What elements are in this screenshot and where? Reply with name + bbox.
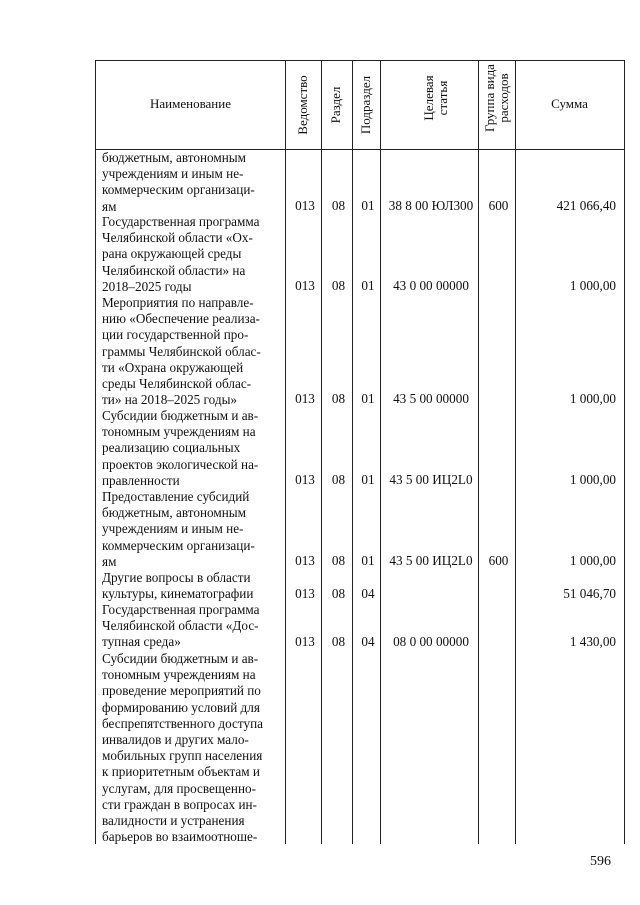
row-razdel: 08 [331, 391, 346, 406]
row-celevaya: 08 0 00 00000 [393, 634, 469, 649]
row-vedomstvo: 013 [295, 198, 315, 213]
row-celevaya: 43 5 00 ИЦ2L0 [389, 553, 473, 568]
column-divider [515, 61, 516, 844]
row-name: бюджетным, автономным учреждениям и иным не- коммерческим организаци- ям [102, 150, 255, 214]
column-divider [380, 61, 381, 844]
row-vedomstvo: 013 [295, 391, 315, 406]
row-podrazdel: 01 [361, 553, 375, 568]
row-vedomstvo: 013 [295, 278, 315, 293]
column-divider [352, 61, 353, 844]
budget-table [95, 60, 625, 844]
row-razdel: 08 [331, 553, 346, 568]
header-vedomstvo: Ведомство [295, 75, 310, 135]
header-celevaya-line2: статья [435, 80, 450, 116]
header-razdel: Раздел [328, 86, 343, 124]
page-number: 596 [590, 854, 611, 869]
header-name: Наименование [150, 96, 231, 111]
row-gruppa: 600 [488, 198, 509, 213]
row-podrazdel: 01 [361, 198, 375, 213]
row-podrazdel: 01 [361, 391, 375, 406]
row-summa: 51 046,70 [563, 586, 616, 601]
row-summa: 1 000,00 [569, 553, 616, 568]
row-razdel: 08 [331, 634, 346, 649]
row-vedomstvo: 013 [295, 634, 315, 649]
row-razdel: 08 [331, 278, 346, 293]
header-gruppa-line1: Группа вида [482, 64, 497, 132]
column-divider [285, 61, 286, 844]
row-vedomstvo: 013 [295, 472, 315, 487]
row-celevaya: 43 0 00 00000 [393, 278, 469, 293]
row-gruppa: 600 [488, 553, 509, 568]
header-summa: Сумма [551, 96, 588, 111]
row-vedomstvo: 013 [295, 586, 315, 601]
header-podrazdel: Подраздел [358, 75, 373, 135]
header-celevaya-line1: Целевая [421, 75, 436, 121]
row-podrazdel: 01 [361, 472, 375, 487]
row-celevaya: 38 8 00 ЮЛ300 [388, 198, 474, 213]
row-vedomstvo: 013 [295, 553, 315, 568]
row-summa: 1 430,00 [569, 634, 616, 649]
row-summa: 1 000,00 [569, 391, 616, 406]
row-celevaya: 43 5 00 00000 [393, 391, 469, 406]
column-divider [321, 61, 322, 844]
row-summa: 1 000,00 [569, 472, 616, 487]
row-summa: 1 000,00 [569, 278, 616, 293]
row-razdel: 08 [331, 472, 346, 487]
row-podrazdel: 04 [361, 634, 375, 649]
row-podrazdel: 01 [361, 278, 375, 293]
row-razdel: 08 [331, 198, 346, 213]
header-gruppa-line2: расходов [496, 73, 511, 123]
row-name: Мероприятия по направле- нию «Обеспечение реализа- ции государственной про- граммы Челябинской облас- ти «Охрана окружающей среды Челябинской облас- ти» на 2018–2025 годы» [102, 295, 261, 408]
column-divider [478, 61, 479, 844]
row-razdel: 08 [331, 586, 346, 601]
row-name: Государственная программа Челябинской области «Дос- тупная среда» [102, 602, 260, 650]
row-name: Предоставление субсидий бюджетным, автономным учреждениям и иным не- коммерческим организаци- ям [102, 489, 255, 569]
row-name: Субсидии бюджетным и ав- тономным учреждениям на реализацию социальных проектов экологической на- правленности [102, 408, 259, 488]
row-name: Другие вопросы в области культуры, кинематографии [102, 570, 254, 602]
row-name: Государственная программа Челябинской области «Ох- рана окружающей среды Челябинской области» на 2018–2025 годы [102, 214, 260, 294]
row-podrazdel: 04 [361, 586, 375, 601]
row-name: Субсидии бюджетным и ав- тономным учреждениям на проведение мероприятий по формированию условий для беспрепятственного доступа инвалидов и других мало- мобильных групп населения к приоритетным объектам и услугам, для просвещенно- сти граждан в вопросах ин- валидности и устранения барьеров во взаимоотноше- [102, 651, 263, 845]
row-celevaya: 43 5 00 ИЦ2L0 [389, 472, 473, 487]
row-summa: 421 066,40 [556, 198, 616, 213]
